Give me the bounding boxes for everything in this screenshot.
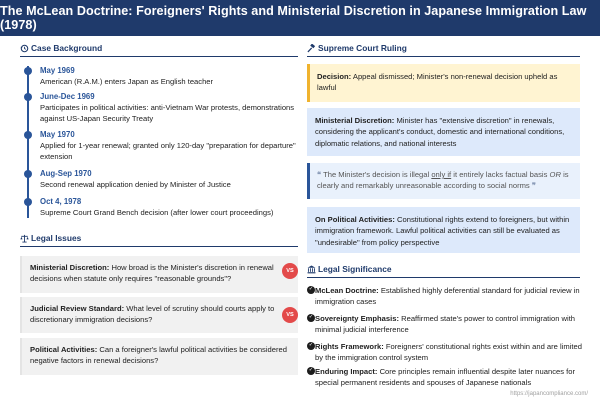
decision-box: Decision: Appeal dismissed; Minister's non-renewal decision upheld as lawful (307, 64, 580, 102)
landmark-icon (307, 265, 316, 274)
timeline-item (40, 168, 300, 190)
legal-significance-heading: Legal Significance (307, 264, 392, 274)
check-circle-icon: ✓ (308, 313, 314, 320)
vs-badge: VS (282, 263, 298, 279)
significance-item: ✓ McLean Doctrine: Established highly deferential standard for judicial review in immigration cases (308, 285, 580, 307)
close-quote-icon: ❞ (531, 181, 536, 191)
issue-card: Political Activities: Can a foreigner's lawful political activities be considered negative factors in renewal decisions? (20, 338, 298, 375)
timeline-item (40, 129, 300, 162)
timeline-dot (24, 198, 32, 206)
timeline-dot (24, 67, 32, 75)
timeline-date: June-Dec 1969 (40, 92, 95, 101)
balance-scale-icon (20, 234, 29, 243)
issue-card: Judicial Review Standard: What level of scrutiny should courts apply to discretionary immigration decisions? (20, 297, 298, 333)
section-divider (20, 56, 298, 57)
section-divider (20, 246, 298, 247)
case-background-heading: Case Background (20, 43, 102, 53)
timeline-text: Applied for 1-year renewal; granted only 120-day "preparation for departure" extension (40, 141, 296, 162)
check-circle-icon: ✓ (308, 341, 314, 348)
significance-item: ✓ Sovereignty Emphasis: Reaffirmed state's power to control immigration with minimal judicial interference (308, 313, 576, 335)
timeline-date: May 1969 (40, 66, 75, 75)
check-circle-icon: ✓ (308, 285, 314, 292)
timeline-text: Participates in political activities: anti-Vietnam War protests, demonstrations against US-Japan Security Treaty (40, 103, 295, 124)
issue-card: Ministerial Discretion: How broad is the Minister's discretion in renewal decisions when statute only requires "reasonable grounds"? (20, 256, 298, 293)
timeline-date: Aug-Sep 1970 (40, 169, 92, 178)
timeline-text: American (R.A.M.) enters Japan as English teacher (40, 77, 214, 86)
page-title: The McLean Doctrine: Foreigners' Rights and Ministerial Discretion in Japanese Immigration Law (1978) (0, 0, 600, 36)
timeline-date: Oct 4, 1978 (40, 197, 82, 206)
timeline-line (27, 66, 29, 218)
political-activities-box: On Political Activities: Constitutional rights extend to foreigners, but within immigration framework. Lawful political activities can still be evaluated as "undesirable" from policy perspective (307, 207, 580, 253)
timeline-item (40, 196, 300, 218)
open-quote-icon: ❝ (317, 170, 322, 179)
timeline-dot (24, 93, 32, 101)
vs-badge: VS (282, 307, 298, 323)
timeline-item (40, 91, 300, 124)
significance-item: ✓ Rights Framework: Foreigners' constitutional rights exist within and are limited by the immigration control system (308, 341, 582, 363)
timeline-dot (24, 131, 32, 139)
supreme-court-ruling-heading: Supreme Court Ruling (307, 43, 407, 53)
discretion-box: Ministerial Discretion: Minister has "extensive discretion" in renewals, considering the applicant's conduct, domestic and international conditions, diplomatic relations, and national interests (307, 108, 580, 156)
timeline-date: May 1970 (40, 130, 75, 139)
timeline-text: Supreme Court Grand Bench decision (after lower court proceedings) (40, 208, 274, 217)
timeline-dot (24, 170, 32, 178)
quote-box: ❝ The Minister's decision is illegal only if it entirely lacks factual basis OR is clearly and remarkably unreasonable according to social norms ❞ (307, 163, 580, 199)
legal-issues-heading: Legal Issues (20, 233, 81, 243)
gavel-icon (307, 44, 316, 53)
timeline-item (40, 65, 300, 87)
significance-item: ✓ Enduring Impact: Core principles remain influential despite later nuances for special permanent residents and spouses of Japanese nationals (308, 366, 575, 388)
section-divider (307, 277, 580, 278)
section-divider (307, 56, 580, 57)
timeline-text: Second renewal application denied by Minister of Justice (40, 180, 231, 189)
history-icon (20, 44, 29, 53)
check-circle-icon: ✓ (308, 366, 314, 373)
footer-url[interactable]: https://japancompliance.com/ (510, 391, 588, 397)
